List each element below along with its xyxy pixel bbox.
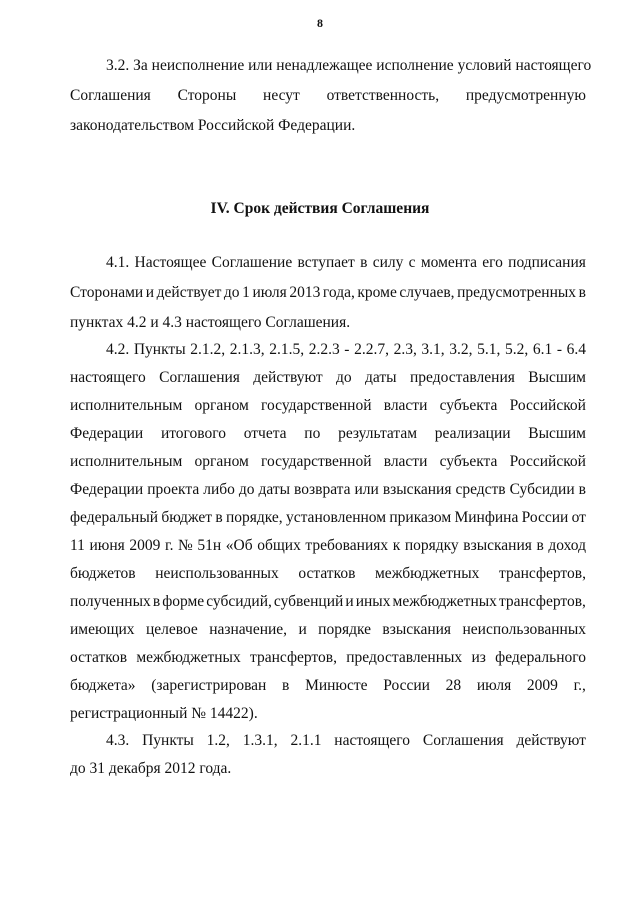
word: и [298,621,307,638]
word: от [571,509,586,526]
word: государственной [261,453,372,470]
word: даты [365,369,397,386]
paragraph-4-2-line-11 [70,620,586,640]
word: предусмотренную [465,87,586,104]
word: кроме [357,284,397,301]
word: в [282,677,290,694]
word: Высшим [528,425,586,442]
word: 5.1, [477,341,501,358]
word: вступает [297,254,355,271]
word: 1.2, [206,732,230,749]
word: взыскания [382,621,452,638]
word: подписания [508,254,586,271]
word: приказом [389,509,452,526]
word: г., [573,677,586,694]
word: Минюсте [305,677,368,694]
word: - [344,341,350,358]
paragraph-4-2-line-9 [70,564,586,584]
word: случаев, [399,284,455,301]
paragraph-4-3-line-1 [106,731,586,751]
word: к [392,537,401,554]
paragraph-4-1-line-1 [106,253,586,273]
word: 2.1.5, [269,341,305,358]
word: Пункты [133,341,186,358]
word: 28 [445,677,462,694]
word: до [223,284,240,301]
word: 4.2. [106,341,130,358]
word: бюджет [161,509,213,526]
word: или [354,481,379,498]
word: Минфина [454,509,519,526]
word: органом [194,397,249,414]
word: иных [355,593,391,610]
paragraph-4-1-line-3: пунктах 4.2 и 4.3 настоящего Соглашения. [70,314,351,331]
word: назначение, [209,621,288,638]
word: г. [164,537,174,554]
word: с [408,254,416,271]
word: силу [372,254,404,271]
paragraph-4-1-line-2 [70,283,586,303]
word: требованиях [305,537,389,554]
word: настоящего [334,732,411,749]
paragraph-4-2-line-2 [70,368,586,388]
word: органом [194,453,249,470]
word: 51н [197,537,222,554]
word: 2.1.3, [229,341,265,358]
word: (зарегистрирован [151,677,267,694]
word: государственной [261,397,372,414]
word: Пункты [142,732,194,749]
word: до [336,369,352,386]
word: исполнительным [70,397,183,414]
paragraph-4-3-line-2: до 31 декабря 2012 года. [70,760,232,777]
page-number: 8 [317,16,323,30]
word: трансфертов, [499,565,586,582]
word: порядке, [225,509,283,526]
paragraph-3-2-line-3: законодательством Российской Федерации. [70,117,356,134]
word: итогового [160,425,226,442]
word: 3.2, [449,341,473,358]
word: действует [156,284,222,301]
word: 4.3. [106,732,130,749]
word: взыскания [463,537,532,554]
word: реализации [434,425,511,442]
word: Федерации [70,425,144,442]
word: Федерации [70,481,144,498]
word: России [521,509,569,526]
word: проекта [147,481,200,498]
word: взыскания [382,481,452,498]
word: июля [252,284,287,301]
word: форме [162,593,205,610]
word: трансфертов, [498,593,586,610]
word: в [152,593,161,610]
word: Соглашения [159,369,240,386]
word: в [360,254,368,271]
word: неиспользованных [155,565,279,582]
word: межбюджетных [392,593,497,610]
word: субъекта [439,397,498,414]
paragraph-4-2-line-8 [70,536,586,556]
word: остатков [70,649,128,666]
word: неиспользованных [462,621,586,638]
word: возврата [294,481,351,498]
word: действуют [516,732,586,749]
word: Соглашения [70,87,151,104]
word: несут [263,87,300,104]
word: в [578,284,586,301]
paragraph-4-2-line-14: регистрационный № 14422). [70,705,258,722]
word: 1.3.1, [242,732,278,749]
word: 2009 [129,537,161,554]
word: действуют [253,369,323,386]
word: 3.1, [421,341,445,358]
word: порядке [318,621,372,638]
word: порядку [404,537,459,554]
word: власти [383,453,428,470]
word: момента [420,254,477,271]
word: России [383,677,430,694]
word: Российской [509,397,586,414]
word: установленном [285,509,387,526]
word: исполнительным [70,453,183,470]
word: 5.2, [505,341,529,358]
section-heading: IV. Срок действия Соглашения [210,200,430,217]
word: - [556,341,563,358]
word: 4.1. [106,254,130,271]
word: 6.4 [566,341,586,358]
paragraph-4-2-line-10 [70,592,586,612]
word: № [178,537,193,554]
word: Субсидии [509,481,575,498]
word: Соглашение [211,254,293,271]
word: 6.1 [532,341,553,358]
paragraph-3-2-line-1: 3.2. За неисполнение или ненадлежащее исполнение условий настоящего [106,57,592,74]
word: федеральный [70,509,159,526]
word: федерального [495,649,586,666]
word: и [345,593,354,610]
word: года, [322,284,355,301]
word: 2.1.2, [190,341,226,358]
word: межбюджетных [375,565,480,582]
word: целевое [145,621,198,638]
word: средств [455,481,506,498]
word: настоящего [70,369,146,386]
word: из [471,649,486,666]
word: субвенций [273,593,344,610]
word: в [578,481,586,498]
word: остатков [298,565,356,582]
paragraph-4-2-line-6 [70,480,586,500]
word: 2009 [526,677,558,694]
word: июня [89,537,125,554]
word: трансфертов, [250,649,337,666]
paragraph-4-2-line-7 [70,508,586,528]
word: бюджетов [70,565,136,582]
word: 1 [242,284,250,301]
word: 11 [70,537,85,554]
word: по [304,425,321,442]
word: ответственность, [326,87,440,104]
word: полученных [70,593,151,610]
word: 2.2.3 [308,341,340,358]
word: 2.3, [393,341,417,358]
word: субъекта [439,453,498,470]
word: результатам [338,425,418,442]
word: предусмотренных [457,284,577,301]
word: в [215,509,223,526]
word: даты [258,481,291,498]
word: межбюджетных [136,649,241,666]
paragraph-4-2-line-13 [70,676,586,696]
word: Настоящее [134,254,207,271]
word: 2013 [289,284,321,301]
word: общих [257,537,301,554]
paragraph-4-2-line-3 [70,396,586,416]
word: Высшим [528,369,586,386]
word: его [482,254,503,271]
paragraph-4-2-line-1 [106,340,586,360]
word: Российской [509,453,586,470]
word: «Об [225,537,253,554]
word: бюджета» [70,677,136,694]
paragraph-4-2-line-5 [70,452,586,472]
word: отчета [243,425,287,442]
paragraph-4-2-line-12 [70,648,586,668]
word: 2.2.7, [354,341,389,358]
word: имеющих [70,621,135,638]
word: либо [203,481,235,498]
word: 2.1.1 [290,732,322,749]
word: предоставления [409,369,515,386]
word: Сторонами [70,284,144,301]
paragraph-3-2-line-2 [70,86,586,106]
word: предоставленных [346,649,463,666]
word: и [145,284,155,301]
word: в [536,537,544,554]
word: до [238,481,255,498]
paragraph-4-2-line-4 [70,424,586,444]
word: субсидий, [206,593,272,610]
word: июля [476,677,512,694]
word: власти [383,397,428,414]
word: Стороны [177,87,237,104]
word: Соглашения [422,732,504,749]
word: доход [548,537,586,554]
